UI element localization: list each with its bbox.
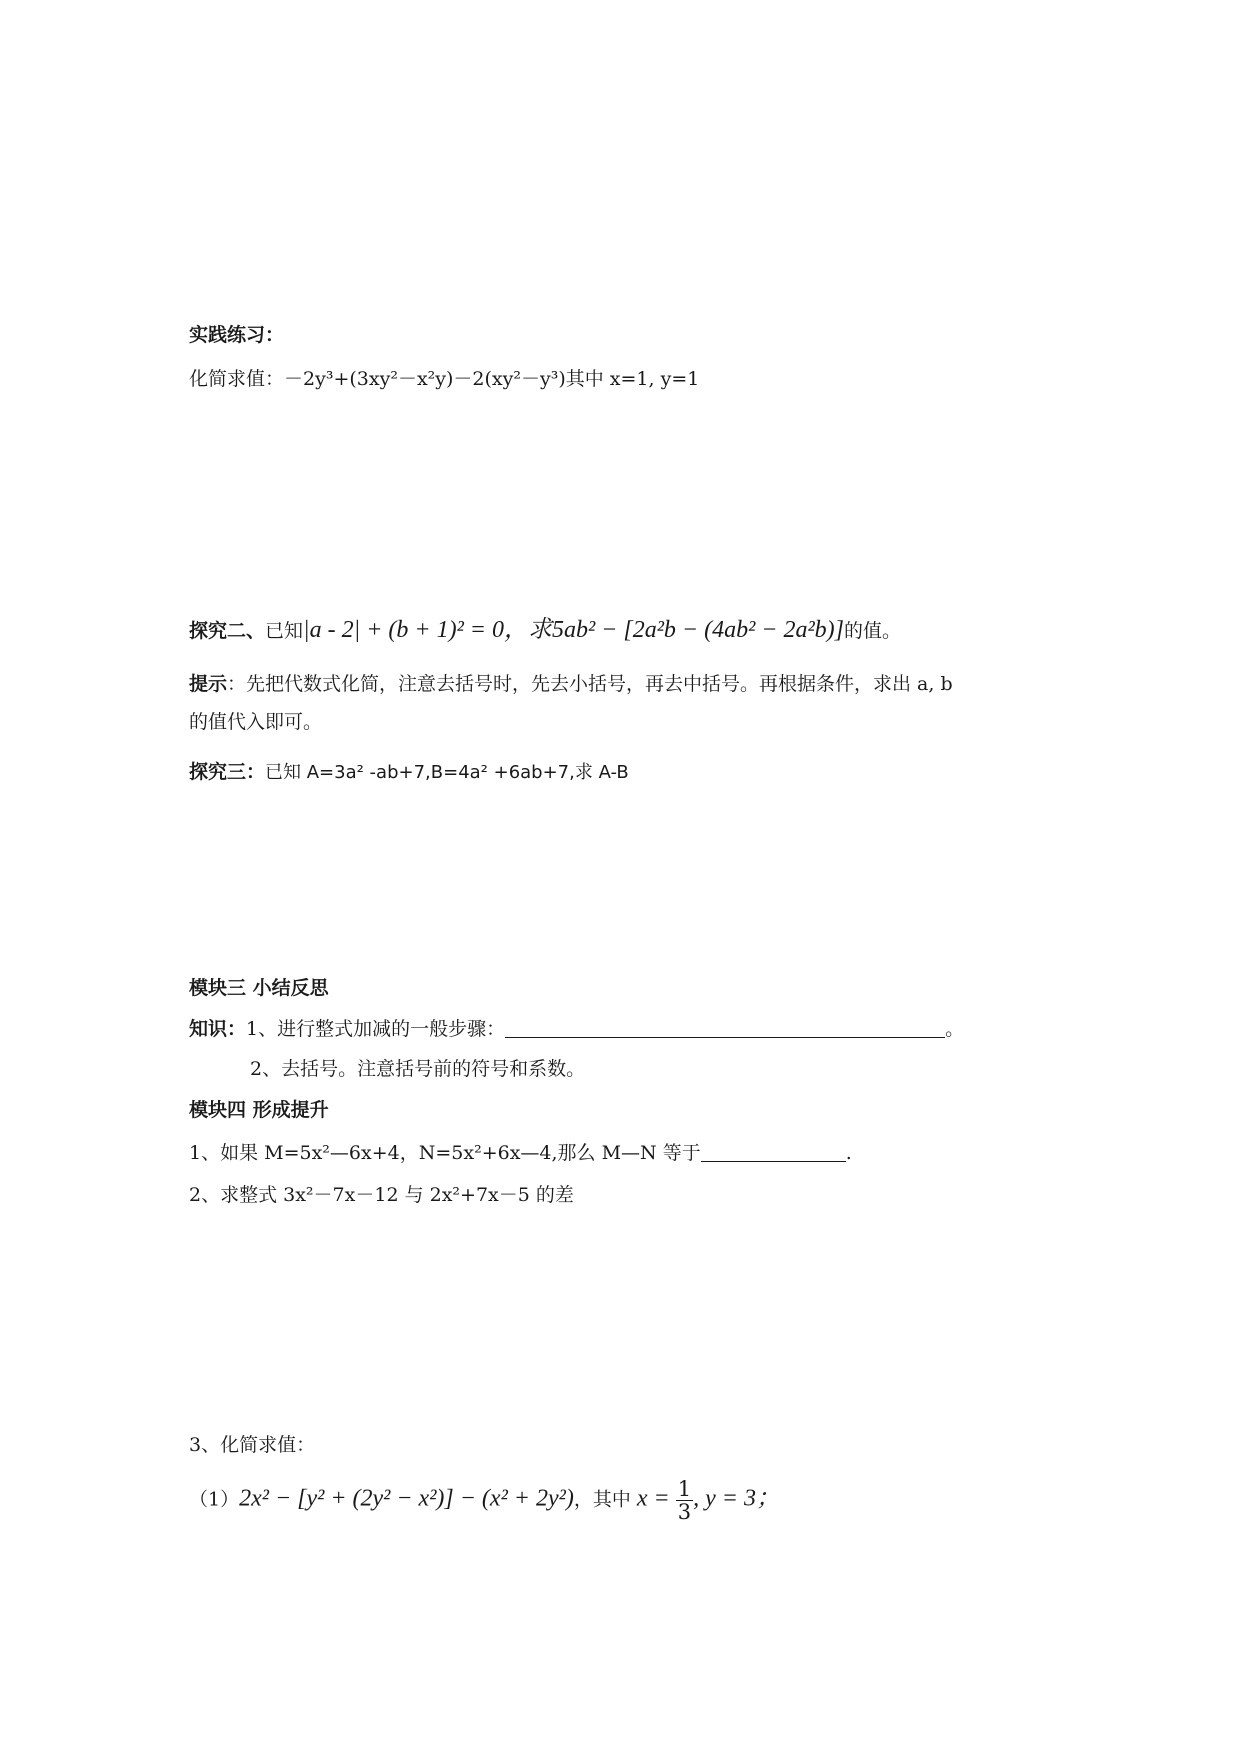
explore2-problem (189, 614, 901, 647)
module3-item2: 2、去括号。注意括号前的符号和系数。 (250, 1058, 586, 1080)
explore2-hint-label: 提示 (189, 673, 228, 695)
fraction-numerator: 1 (677, 1477, 692, 1501)
module3-item1-end: 。 (945, 1018, 965, 1040)
explore2-hint-line2: 的值代入即可。 (189, 711, 323, 733)
module4-q2: 2、求整式 3x²－7x－12 与 2x²+7x－5 的差 (189, 1184, 574, 1206)
explore3-text: 已知 A=3a² -ab+7,B=4a² +6ab+7,求 A-B (265, 762, 629, 783)
answer-blank-m-minus-n[interactable] (701, 1143, 846, 1162)
explore3-problem (189, 760, 629, 785)
answer-blank-steps[interactable] (505, 1019, 945, 1038)
explore2-ask: 求5ab² − [2a²b − (4ab² − 2a²b)] (527, 617, 845, 643)
explore2-heading: 探究二、 (189, 620, 266, 642)
explore2-hint-text1: ：先把代数式化简，注意去括号时，先去小括号，再去中括号。再根据条件，求出 a, b (227, 673, 953, 695)
q3-1-x: x = (636, 1485, 676, 1512)
explore2-hint-line1 (189, 672, 953, 696)
q3-1-expr: 2x² − [y² + (2y² − x²)] − (x² + 2y²) (239, 1485, 574, 1512)
explore2-tail: 的值。 (844, 620, 902, 642)
explore2-abs-expr: |a - 2| + (b + 1)² = 0， (303, 617, 528, 643)
module4-heading: 模块四 形成提升 (189, 1099, 329, 1121)
q3-1-cond: ，其中 (573, 1488, 631, 1511)
practice-prompt: 化简求值： (189, 368, 285, 390)
module4-q1 (189, 1141, 852, 1165)
explore3-heading: 探究三： (189, 761, 266, 783)
module4-q3-1 (189, 1478, 780, 1523)
practice-expression: －2y³+(3xy²－x²y)－2(xy²－y³)其中 x=1, y=1 (284, 368, 700, 390)
q3-1-y: , y = 3； (693, 1485, 780, 1512)
module4-q3: 3、化简求值： (189, 1434, 316, 1456)
q3-1-fraction (676, 1478, 693, 1523)
q3-1-label: （1） (189, 1488, 240, 1511)
knowledge-label: 知识： (189, 1018, 247, 1040)
explore2-known: 已知 (265, 620, 304, 642)
module4-q1-text: 1、如果 M=5x²—6x+4，N=5x²+6x—4,那么 M—N 等于 (189, 1142, 701, 1164)
fraction-denominator: 3 (677, 1500, 692, 1524)
module3-item1-text: 1、进行整式加减的一般步骤： (246, 1018, 506, 1040)
module4-q1-end: . (845, 1142, 852, 1164)
module3-item1 (189, 1017, 964, 1041)
practice-problem (189, 367, 699, 391)
practice-heading: 实践练习： (189, 324, 285, 346)
module3-heading: 模块三 小结反思 (189, 977, 329, 999)
